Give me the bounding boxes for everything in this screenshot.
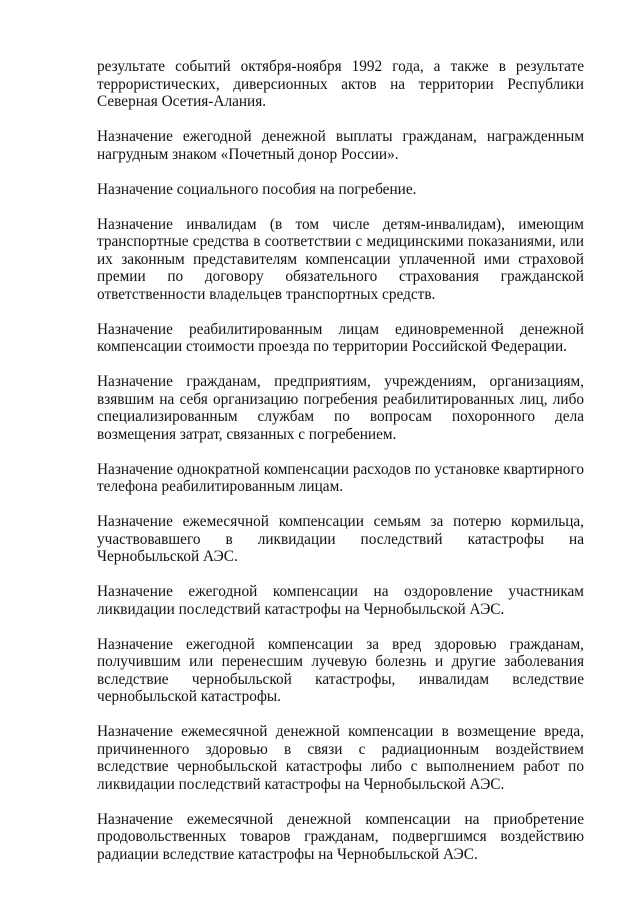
- paragraph-disabled-insurance-compensation: Назначение инвалидам (в том числе детям-инвалидам), имеющим транспортные средства в соответствии с медицинскими показаниями, или их законным представителям компенсации уплаченной ими страховой премии по договору обязательного страхования гражданской ответственности владельцев транспортных средств.: [97, 215, 584, 303]
- paragraph-rehabilitated-travel-compensation: Назначение реабилитированным лицам единовременной денежной компенсации стоимости проезда по территории Российской Федерации.: [97, 320, 584, 355]
- paragraph-chernobyl-monthly-harm-compensation: Назначение ежемесячной денежной компенсации в возмещение вреда, причиненного здоровью в связи с радиационным воздействием вследствие чернобыльской катастрофы либо с выполнением работ по ликвидации последствий катастрофы на Чернобыльской АЭС.: [97, 723, 584, 793]
- paragraph-honorary-donor-payment: Назначение ежегодной денежной выплаты гражданам, награжденным нагрудным знаком «Почетный донор России».: [97, 128, 584, 163]
- paragraph-chernobyl-health-damage-compensation: Назначение ежегодной компенсации за вред здоровью гражданам, получившим или перенесшим лучевую болезнь и другие заболевания вследствие чернобыльской катастрофы, инвалидам вследствие чернобыльской катастрофы.: [97, 635, 584, 705]
- paragraph-breadwinner-loss-compensation: Назначение ежемесячной компенсации семьям за потерю кормильца, участвовавшего в ликвидации последствий катастрофы на Чернобыльской АЭС.: [97, 513, 584, 565]
- paragraph-telephone-installation-compensation: Назначение однократной компенсации расходов по установке квартирного телефона реабилитированным лицам.: [97, 460, 584, 495]
- paragraph-chernobyl-health-resort-compensation: Назначение ежегодной компенсации на оздоровление участникам ликвидации последствий катастрофы на Чернобыльской АЭС.: [97, 583, 584, 618]
- paragraph-chernobyl-food-compensation: Назначение ежемесячной денежной компенсации на приобретение продовольственных товаров гражданам, подвергшимся воздействию радиации вследствие катастрофы на Чернобыльской АЭС.: [97, 810, 584, 863]
- paragraph-rehabilitated-burial-reimbursement: Назначение гражданам, предприятиям, учреждениям, организациям, взявшим на себя организацию погребения реабилитированных лиц, либо специализированным службам по вопросам похоронного дела возмещения затрат, связанных с погребением.: [97, 373, 584, 443]
- document-body: [97, 58, 584, 881]
- paragraph-continuation-1992-events: результате событий октября-ноября 1992 года, а также в результате террористических, диверсионных актов на территории Республики Северная Осетия-Алания.: [97, 58, 584, 110]
- paragraph-burial-allowance: Назначение социального пособия на погребение.: [97, 180, 417, 198]
